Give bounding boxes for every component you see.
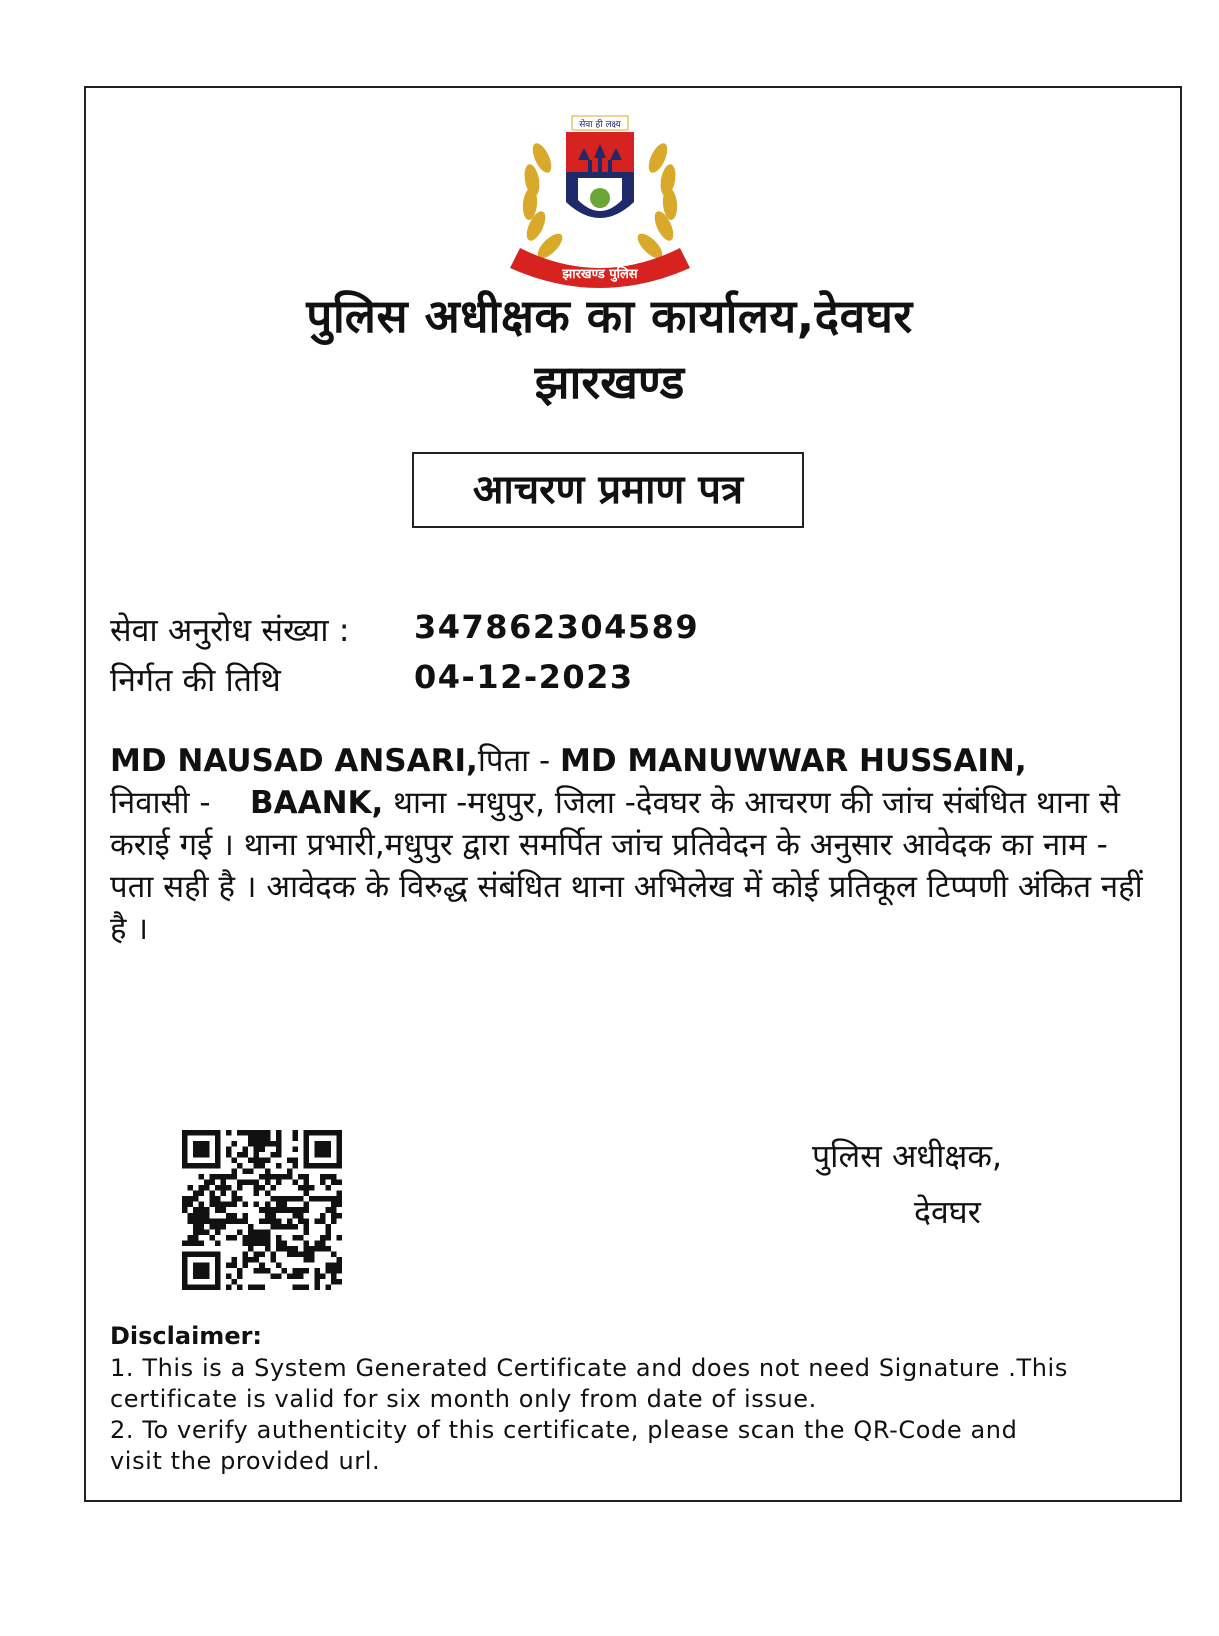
request-number-value: 347862304589 xyxy=(414,608,700,646)
emblem-leaf xyxy=(590,188,610,208)
signatory-location: देवघर xyxy=(914,1193,981,1231)
issue-date-label: निर्गत की तिथि xyxy=(110,661,281,699)
father-label: पिता - xyxy=(477,743,561,779)
emblem-ribbon-text: झारखण्ड पुलिस xyxy=(562,267,638,282)
father-name: MD MANUWWAR HUSSAIN, xyxy=(560,743,1027,779)
disclaimer-text xyxy=(110,1353,1110,1477)
disclaimer-line-4: visit the provided url. xyxy=(110,1447,381,1475)
jharkhand-police-emblem xyxy=(480,98,720,298)
state-title: झारखण्ड xyxy=(534,355,685,409)
disclaimer-line-1: 1. This is a System Generated Certificate and does not need Signature .This xyxy=(110,1354,1068,1382)
certificate-body xyxy=(110,740,1150,950)
request-number-label: सेवा अनुरोध संख्या : xyxy=(110,611,350,649)
qr-code[interactable] xyxy=(182,1130,342,1290)
issue-date-value: 04-12-2023 xyxy=(414,658,634,696)
certificate-title: आचरण प्रमाण पत्र xyxy=(412,452,804,528)
disclaimer-line-2: certificate is valid for six month only from date of issue. xyxy=(110,1385,817,1413)
disclaimer-title: Disclaimer: xyxy=(110,1322,263,1350)
resident-label: निवासी - xyxy=(110,785,250,821)
body-text: थाना -मधुपुर, जिला -देवघर के आचरण की जांच संबंधित थाना से कराई गई । थाना प्रभारी,मधुपुर द्वारा समर्पित जांच प्रतिवेदन के अनुसार आवेदक का नाम - पता सही है । आवेदक के विरुद्ध संबंधित थाना अभिलेख में कोई प्रतिकूल टिप्पणी अंकित नहीं है । xyxy=(110,785,1143,947)
signatory-title: पुलिस अधीक्षक, xyxy=(812,1137,1003,1175)
office-title: पुलिस अधीक्षक का कार्यालय,देवघर xyxy=(306,289,913,343)
emblem-motto: सेवा ही लक्ष्य xyxy=(579,120,621,130)
village-name: BAANK, xyxy=(249,785,384,821)
applicant-name: MD NAUSAD ANSARI, xyxy=(110,743,478,779)
disclaimer-line-3: 2. To verify authenticity of this certificate, please scan the QR-Code and xyxy=(110,1416,1018,1444)
